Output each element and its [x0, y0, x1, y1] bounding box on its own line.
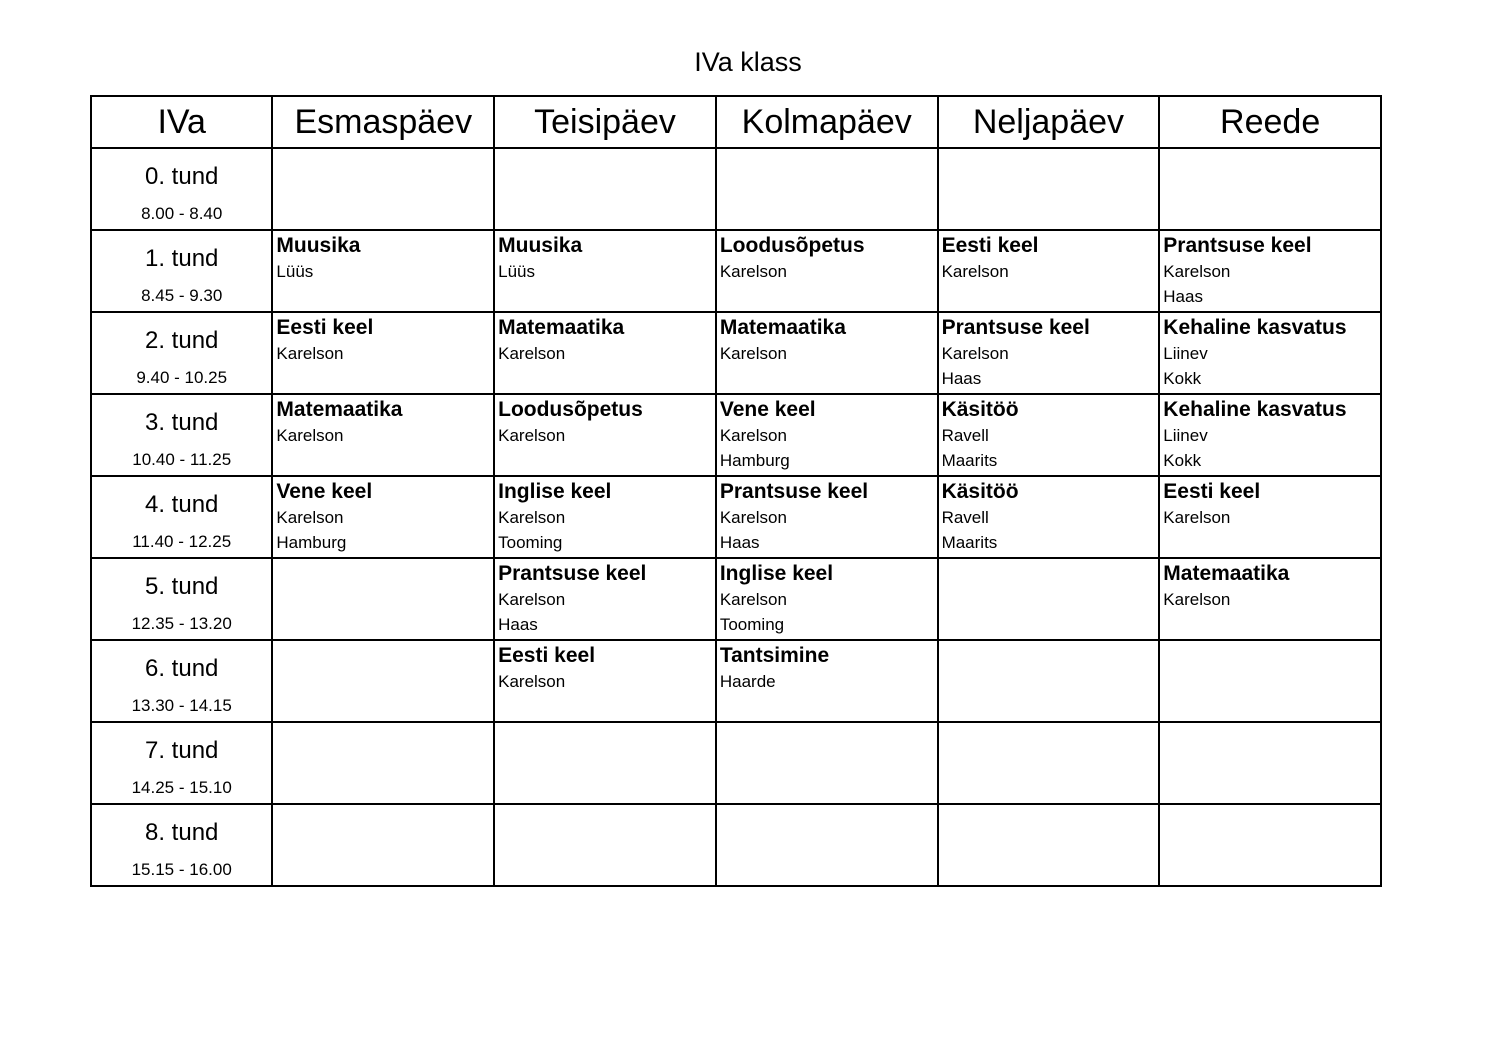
lesson-subject: Prantsuse keel [498, 562, 647, 585]
period-label: 1. tund [145, 245, 219, 272]
lesson-teacher: Karelson [1163, 262, 1231, 281]
lesson-teacher: Kokk [1163, 451, 1202, 470]
period-time: 13.30 - 14.15 [131, 696, 232, 715]
period-cell [91, 804, 272, 886]
lesson-subject: Muusika [498, 234, 583, 257]
period-cell [91, 476, 272, 558]
lesson-cell-monday [272, 722, 494, 804]
lesson-cell-tuesday [494, 804, 716, 886]
timetable [90, 95, 1382, 887]
lesson-cell-tuesday [494, 148, 716, 230]
lesson-cell-thursday [938, 312, 1160, 394]
lesson-teacher: Haas [1163, 287, 1203, 306]
lesson-teacher: Haas [941, 369, 982, 388]
lesson-subject: Prantsuse keel [719, 480, 869, 503]
lesson-teacher: Karelson [719, 426, 787, 445]
period-time: 8.45 - 9.30 [141, 286, 223, 305]
lesson-cell-thursday [938, 230, 1160, 312]
lesson-teacher: Maarits [941, 533, 998, 552]
lesson-subject: Loodusõpetus [498, 398, 643, 421]
lesson-subject: Matemaatika [498, 316, 625, 339]
lesson-cell-friday [1159, 312, 1381, 394]
period-row [91, 640, 1381, 722]
lesson-subject: Vene keel [276, 480, 373, 503]
period-cell [91, 558, 272, 640]
period-time: 14.25 - 15.10 [131, 778, 232, 797]
period-row [91, 722, 1381, 804]
period-row [91, 558, 1381, 640]
lesson-cell-monday [272, 640, 494, 722]
period-cell [91, 148, 272, 230]
lesson-cell-wednesday [716, 722, 938, 804]
lesson-subject: Matemaatika [276, 398, 403, 421]
period-label: 6. tund [145, 655, 219, 682]
lesson-teacher: Karelson [1163, 508, 1231, 527]
lesson-teacher: Karelson [719, 508, 787, 527]
period-label: 0. tund [145, 163, 219, 190]
header-row [91, 96, 1381, 148]
lesson-subject: Eesti keel [498, 644, 596, 667]
lesson-teacher: Karelson [498, 590, 566, 609]
lesson-subject: Kehaline kasvatus [1163, 398, 1347, 421]
timetable-body [91, 148, 1381, 886]
lesson-subject: Tantsimine [719, 644, 830, 667]
header-day-wednesday: Kolmapäev [716, 96, 938, 148]
lesson-cell-friday [1159, 722, 1381, 804]
lesson-teacher: Karelson [498, 344, 566, 363]
lesson-cell-monday [272, 558, 494, 640]
header-day-thursday: Neljapäev [938, 96, 1160, 148]
period-cell [91, 312, 272, 394]
lesson-cell-wednesday [716, 558, 938, 640]
lesson-teacher: Tooming [719, 615, 785, 634]
lesson-teacher: Ravell [941, 508, 989, 527]
lesson-subject: Matemaatika [1163, 562, 1290, 585]
period-time: 15.15 - 16.00 [131, 860, 232, 879]
page-title: IVa klass [694, 47, 802, 77]
lesson-teacher: Karelson [719, 344, 787, 363]
lesson-teacher: Karelson [941, 262, 1009, 281]
lesson-teacher: Kokk [1163, 369, 1202, 388]
lesson-teacher: Karelson [941, 344, 1009, 363]
lesson-cell-wednesday [716, 640, 938, 722]
period-cell [91, 722, 272, 804]
lesson-teacher: Karelson [498, 672, 566, 691]
lesson-cell-wednesday [716, 148, 938, 230]
lesson-teacher: Lüüs [498, 262, 535, 281]
lesson-cell-thursday [938, 558, 1160, 640]
period-cell [91, 640, 272, 722]
lesson-cell-thursday [938, 804, 1160, 886]
period-time: 10.40 - 11.25 [132, 450, 232, 469]
lesson-cell-monday [272, 148, 494, 230]
lesson-cell-friday [1159, 558, 1381, 640]
lesson-cell-tuesday [494, 312, 716, 394]
lesson-subject: Eesti keel [941, 234, 1039, 257]
period-label: 5. tund [145, 573, 219, 600]
lesson-cell-wednesday [716, 394, 938, 476]
lesson-cell-wednesday [716, 804, 938, 886]
lesson-teacher: Karelson [1163, 590, 1231, 609]
period-time: 11.40 - 12.25 [132, 532, 232, 551]
lesson-cell-thursday [938, 148, 1160, 230]
lesson-cell-monday [272, 476, 494, 558]
lesson-teacher: Haas [719, 533, 760, 552]
lesson-cell-thursday [938, 722, 1160, 804]
period-row [91, 394, 1381, 476]
lesson-cell-tuesday [494, 230, 716, 312]
lesson-teacher: Haas [498, 615, 538, 634]
lesson-cell-monday [272, 230, 494, 312]
lesson-cell-friday [1159, 804, 1381, 886]
lesson-subject: Eesti keel [1163, 480, 1261, 503]
period-label: 2. tund [145, 327, 219, 354]
period-row [91, 312, 1381, 394]
period-label: 3. tund [145, 409, 219, 436]
lesson-cell-tuesday [494, 722, 716, 804]
lesson-teacher: Haarde [719, 672, 776, 691]
lesson-teacher: Hamburg [276, 533, 347, 552]
lesson-teacher: Maarits [941, 451, 998, 470]
lesson-teacher: Liinev [1163, 426, 1208, 445]
header-day-friday: Reede [1159, 96, 1381, 148]
period-label: 8. tund [145, 819, 219, 846]
lesson-subject: Prantsuse keel [941, 316, 1090, 339]
lesson-teacher: Liinev [1163, 344, 1208, 363]
lesson-cell-friday [1159, 476, 1381, 558]
lesson-subject: Kehaline kasvatus [1163, 316, 1347, 339]
lesson-cell-friday [1159, 640, 1381, 722]
period-row [91, 804, 1381, 886]
period-row [91, 476, 1381, 558]
lesson-cell-wednesday [716, 476, 938, 558]
lesson-teacher: Karelson [276, 344, 344, 363]
lesson-subject: Loodusõpetus [719, 234, 865, 257]
lesson-cell-monday [272, 804, 494, 886]
period-cell [91, 230, 272, 312]
lesson-teacher: Hamburg [719, 451, 790, 470]
lesson-subject: Inglise keel [498, 480, 612, 503]
lesson-teacher: Karelson [719, 262, 787, 281]
period-row [91, 148, 1381, 230]
lesson-cell-tuesday [494, 640, 716, 722]
lesson-cell-wednesday [716, 230, 938, 312]
lesson-cell-monday [272, 394, 494, 476]
lesson-subject: Eesti keel [276, 316, 374, 339]
period-time: 8.00 - 8.40 [141, 204, 223, 223]
period-time: 12.35 - 13.20 [131, 614, 232, 633]
header-class: IVa [91, 96, 272, 148]
lesson-cell-thursday [938, 640, 1160, 722]
header-day-tuesday: Teisipäev [494, 96, 716, 148]
lesson-subject: Vene keel [719, 398, 816, 421]
lesson-cell-friday [1159, 148, 1381, 230]
lesson-cell-tuesday [494, 558, 716, 640]
lesson-teacher: Karelson [498, 508, 566, 527]
lesson-subject: Inglise keel [719, 562, 834, 585]
lesson-cell-tuesday [494, 394, 716, 476]
lesson-teacher: Karelson [276, 426, 344, 445]
lesson-subject: Matemaatika [719, 316, 846, 339]
lesson-teacher: Ravell [941, 426, 989, 445]
lesson-teacher: Karelson [719, 590, 787, 609]
period-cell [91, 394, 272, 476]
header-day-monday: Esmaspäev [272, 96, 494, 148]
lesson-subject: Prantsuse keel [1163, 234, 1312, 257]
lesson-cell-thursday [938, 394, 1160, 476]
period-label: 7. tund [145, 737, 219, 764]
lesson-teacher: Karelson [276, 508, 344, 527]
period-row [91, 230, 1381, 312]
lesson-cell-friday [1159, 230, 1381, 312]
lesson-cell-wednesday [716, 312, 938, 394]
lesson-cell-friday [1159, 394, 1381, 476]
period-label: 4. tund [145, 491, 219, 518]
lesson-subject: Käsitöö [941, 398, 1019, 421]
lesson-cell-tuesday [494, 476, 716, 558]
lesson-cell-thursday [938, 476, 1160, 558]
lesson-teacher: Karelson [498, 426, 566, 445]
lesson-subject: Muusika [276, 234, 361, 257]
lesson-subject: Käsitöö [941, 480, 1019, 503]
lesson-teacher: Lüüs [276, 262, 314, 281]
lesson-cell-monday [272, 312, 494, 394]
period-time: 9.40 - 10.25 [136, 368, 228, 387]
lesson-teacher: Tooming [498, 533, 563, 552]
